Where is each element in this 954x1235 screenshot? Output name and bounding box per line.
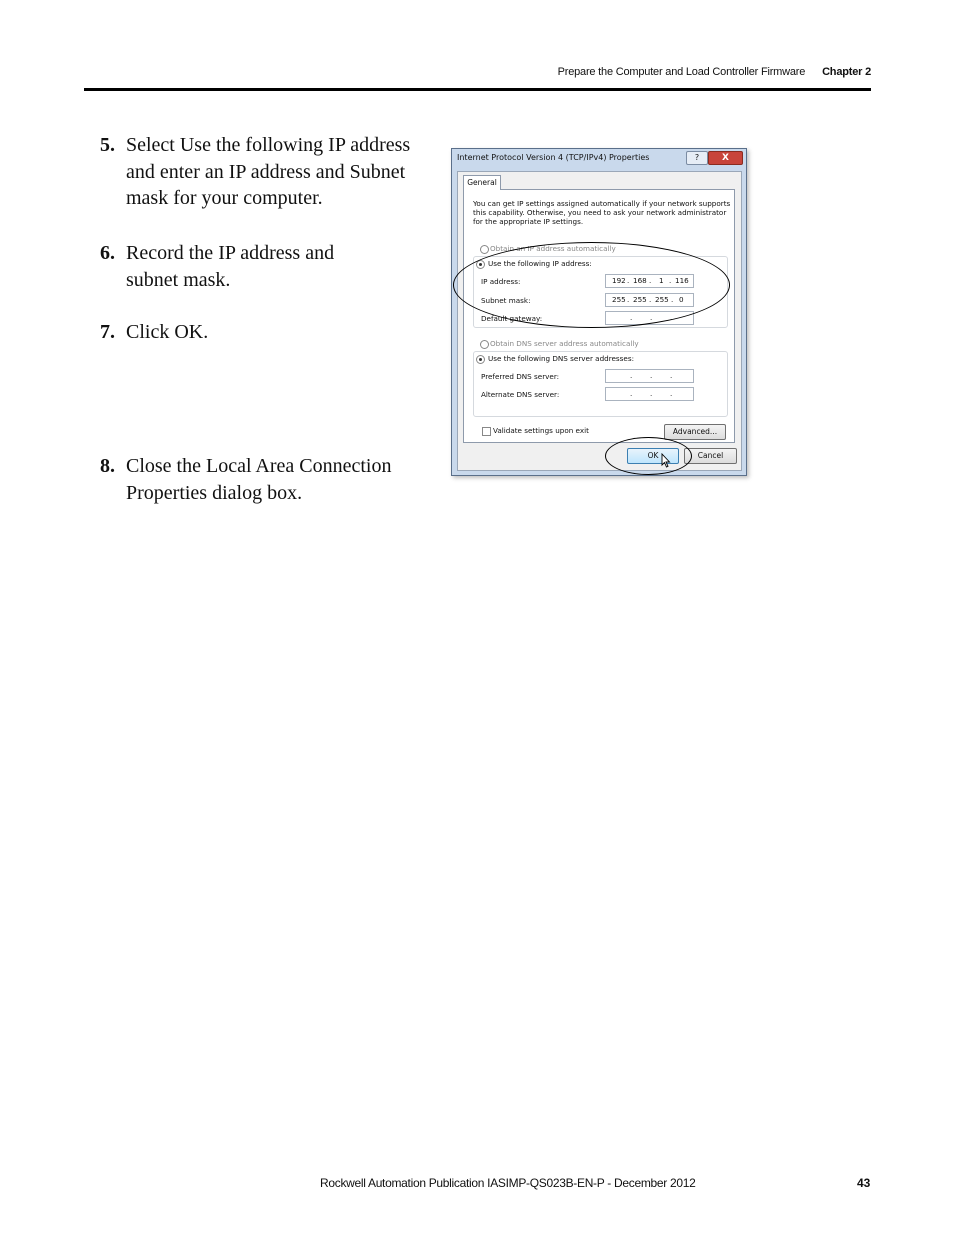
octet-dot: . xyxy=(627,295,630,304)
step-text: Close the Local Area Connection Properties dialog box. xyxy=(126,455,392,504)
ip-address-label: IP address: xyxy=(481,277,521,286)
octet-dot: . xyxy=(630,313,633,322)
mouse-pointer-icon xyxy=(661,453,671,468)
octet-dot: . xyxy=(627,276,630,285)
ip-octet-4: 116 xyxy=(675,276,689,285)
step-number: 7. xyxy=(100,321,115,343)
step-text: Record the IP address and subnet mask. xyxy=(126,242,335,291)
dialog-title: Internet Protocol Version 4 (TCP/IPv4) Properties xyxy=(457,153,650,162)
octet-dot: . xyxy=(670,371,673,380)
validate-settings-label: Validate settings upon exit xyxy=(493,426,589,435)
page-number: 43 xyxy=(857,1176,871,1190)
subnet-octet-2: 255 xyxy=(633,295,647,304)
subnet-octet-3: 255 xyxy=(655,295,669,304)
octet-dot: . xyxy=(671,295,674,304)
default-gateway-label: Default gateway: xyxy=(481,314,543,323)
radio-obtain-dns-auto[interactable] xyxy=(480,340,489,349)
octet-dot: . xyxy=(650,313,653,322)
publication-info: Rockwell Automation Publication IASIMP-QS023B-EN-P - December 2012 xyxy=(320,1176,696,1190)
subnet-octet-4: 0 xyxy=(679,295,684,304)
intro-text: You can get IP settings assigned automatically if your network supports this capability. Otherwise, you need to ask your network administrator for the appropriate IP settings. xyxy=(473,199,731,226)
octet-dot: . xyxy=(630,389,633,398)
step-text: Click OK. xyxy=(126,321,209,343)
alternate-dns-field[interactable] xyxy=(605,387,694,401)
octet-dot: . xyxy=(669,276,672,285)
octet-dot: . xyxy=(650,389,653,398)
ip-settings-callout-ellipse xyxy=(453,242,730,328)
octet-dot: . xyxy=(670,313,673,322)
tab-general[interactable]: General xyxy=(463,175,501,190)
octet-dot: . xyxy=(630,371,633,380)
dialog-titlebar xyxy=(452,149,746,167)
subnet-mask-label: Subnet mask: xyxy=(481,296,531,305)
octet-dot: . xyxy=(649,295,652,304)
chapter-label: Chapter 2 xyxy=(822,66,871,78)
radio-use-following-ip-label: Use the following IP address: xyxy=(488,259,592,268)
ip-octet-2: 168 xyxy=(633,276,647,285)
radio-obtain-ip-auto[interactable] xyxy=(480,245,489,254)
radio-obtain-dns-auto-label: Obtain DNS server address automatically xyxy=(490,339,639,348)
validate-settings-checkbox[interactable] xyxy=(482,427,491,436)
radio-use-following-dns-label: Use the following DNS server addresses: xyxy=(488,354,635,363)
help-button[interactable]: ? xyxy=(686,151,708,165)
advanced-button[interactable]: Advanced... xyxy=(664,424,726,440)
radio-obtain-ip-auto-label: Obtain an IP address automatically xyxy=(490,244,616,253)
step-text: Select Use the following IP address and enter an IP address and Subnet mask for your computer. xyxy=(126,134,411,209)
octet-dot: . xyxy=(649,276,652,285)
step-number: 8. xyxy=(100,455,115,477)
ok-button[interactable]: OK xyxy=(627,448,679,464)
ip-octet-1: 192 xyxy=(612,276,626,285)
step-number: 5. xyxy=(100,134,115,156)
preferred-dns-label: Preferred DNS server: xyxy=(481,372,560,381)
subnet-octet-1: 255 xyxy=(612,295,626,304)
close-button[interactable]: X xyxy=(708,151,743,165)
radio-use-following-dns[interactable] xyxy=(476,355,485,364)
page-header xyxy=(558,66,871,78)
section-title: Prepare the Computer and Load Controller Firmware xyxy=(557,66,806,78)
header-rule xyxy=(84,88,871,91)
ip-octet-3: 1 xyxy=(659,276,664,285)
octet-dot: . xyxy=(650,371,653,380)
octet-dot: . xyxy=(670,389,673,398)
cancel-button[interactable]: Cancel xyxy=(684,448,737,464)
ok-callout-ellipse xyxy=(605,437,692,475)
alternate-dns-label: Alternate DNS server: xyxy=(481,390,560,399)
step-number: 6. xyxy=(100,242,115,264)
preferred-dns-field[interactable] xyxy=(605,369,694,383)
